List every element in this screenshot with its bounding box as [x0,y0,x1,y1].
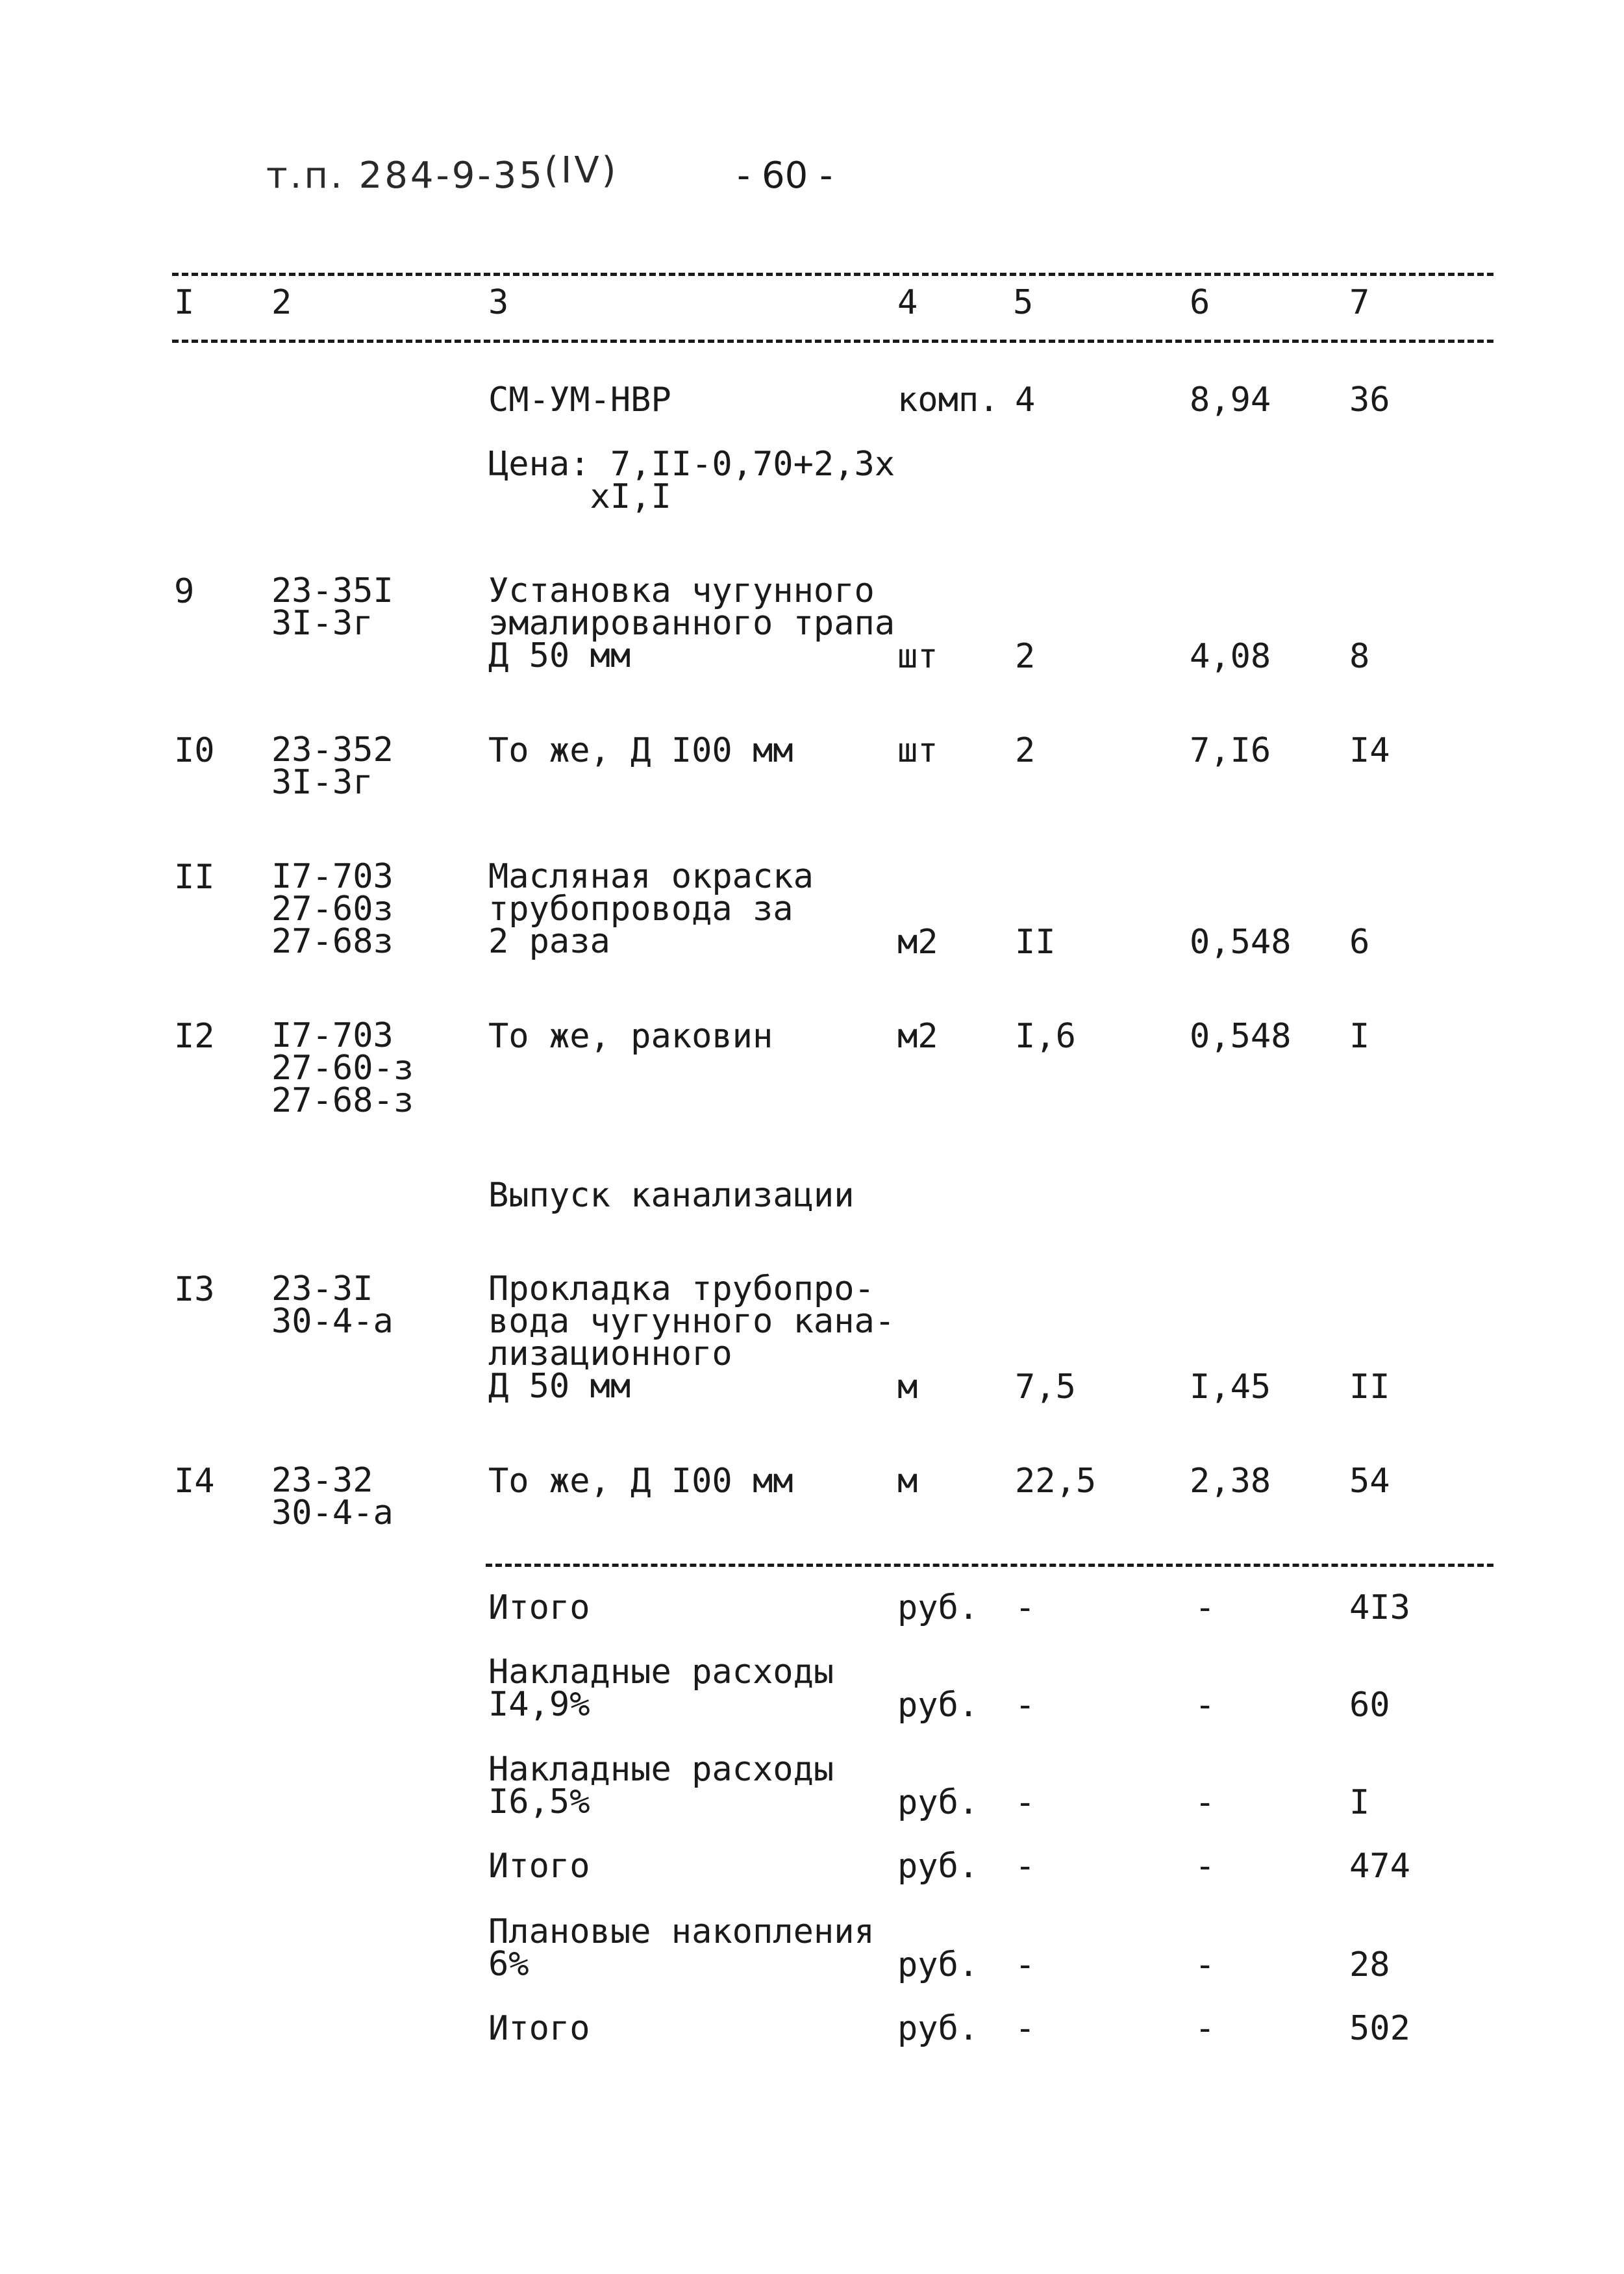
section-heading: Выпуск канализации [488,1176,855,1215]
summary-unit: руб. [897,1945,979,1984]
table-row-num: I0 [174,731,215,770]
summary-qty: - [1015,1686,1036,1725]
summary-qty: - [1015,1588,1036,1627]
summary-unit: руб. [897,1588,979,1627]
summary-desc: Итого [488,1847,590,1886]
summary-price: - [1195,1847,1216,1886]
summary-unit: руб. [897,1783,979,1822]
summary-price: - [1195,1588,1216,1627]
table-row-desc: То же, раковин [488,1017,773,1056]
table-row-total: 6 [1349,923,1370,962]
table-row-price: 8,94 [1190,381,1271,419]
table-row-qty: 4 [1015,381,1036,419]
column-header-6: 6 [1190,283,1210,322]
summary-desc: Плановые накопления 6% [488,1912,875,1984]
table-row-qty: 22,5 [1015,1462,1097,1501]
table-row-code: 23-32 30-4-а [271,1461,394,1532]
summary-desc: Накладные расходы I6,5% [488,1750,834,1821]
table-row-price: I,45 [1190,1368,1271,1406]
header-bottom-rule [172,340,1493,343]
summary-desc: Итого [488,1588,590,1627]
table-row-desc: То же, Д I00 мм [488,731,793,770]
summary-total: 474 [1349,1847,1410,1886]
table-row-code: I7-703 27-60-з 27-68-з [271,1016,414,1120]
summary-total: 28 [1349,1945,1390,1984]
table-row-unit: шт [897,731,938,770]
table-row-qty: 2 [1015,637,1036,676]
table-row-qty: 2 [1015,731,1036,770]
table-row-unit: м [897,1368,918,1406]
table-row-num: 9 [174,572,195,611]
table-row-code: 23-352 3I-3г [271,731,394,802]
table-row-total: II [1349,1368,1390,1406]
table-row-price: 4,08 [1190,637,1271,676]
summary-price: - [1195,1783,1216,1822]
summary-total: 4I3 [1349,1588,1410,1627]
volume-mark: (IV) [544,149,619,192]
table-row-qty: II [1015,923,1056,962]
column-header-3: 3 [488,283,509,322]
table-row-desc: То же, Д I00 мм [488,1462,793,1501]
table-row-desc: СМ-УМ-НВР [488,381,671,419]
summary-total: 502 [1349,2009,1410,2048]
table-row-num: I4 [174,1462,215,1501]
table-row-total: I4 [1349,731,1390,770]
header-top-rule [172,273,1493,276]
summary-unit: руб. [897,2009,979,2048]
table-row-unit: комп. [897,381,999,419]
summary-unit: руб. [897,1847,979,1886]
summary-price: - [1195,1686,1216,1725]
table-row-unit: шт [897,637,938,676]
table-row-unit: м [897,1462,918,1501]
table-row-unit: м2 [897,923,938,962]
table-row-unit: м2 [897,1017,938,1056]
table-row-price: 2,38 [1190,1462,1271,1501]
document-code: т.п. 284-9-35 [266,155,545,197]
table-row-num: I3 [174,1270,215,1309]
summary-price: - [1195,2009,1216,2048]
table-row-total: I [1349,1017,1370,1056]
table-row-code: 23-35I 3I-3г [271,571,394,643]
column-header-5: 5 [1013,283,1034,322]
table-row-price: 0,548 [1190,923,1292,962]
table-row-qty: 7,5 [1015,1368,1076,1406]
table-row-code: 23-3I 30-4-а [271,1269,394,1341]
table-row-num: I2 [174,1017,215,1056]
table-row-desc: Установка чугунного эмалированного трапа Д 50 мм [488,571,895,675]
summary-total: I [1349,1783,1370,1822]
column-header-1: I [174,283,195,322]
table-row-desc: Прокладка трубопро- вода чугунного кана- лизационного Д 50 мм [488,1269,895,1406]
summary-desc: Накладные расходы I4,9% [488,1653,834,1724]
table-row-qty: I,6 [1015,1017,1076,1056]
table-row-total: 54 [1349,1462,1390,1501]
summary-rule [486,1564,1493,1567]
page-number: - 60 - [737,155,833,197]
summary-desc: Итого [488,2009,590,2048]
price-formula: Цена: 7,II-0,70+2,3х хI,I [488,445,895,516]
summary-qty: - [1015,2009,1036,2048]
summary-qty: - [1015,1847,1036,1886]
column-header-2: 2 [271,283,292,322]
table-row-price: 7,I6 [1190,731,1271,770]
table-row-desc: Масляная окраска трубопровода за 2 раза [488,857,814,961]
summary-qty: - [1015,1945,1036,1984]
table-row-code: I7-703 27-60з 27-68з [271,857,394,961]
table-row-price: 0,548 [1190,1017,1292,1056]
column-header-4: 4 [897,283,918,322]
summary-total: 60 [1349,1686,1390,1725]
summary-price: - [1195,1945,1216,1984]
column-header-7: 7 [1349,283,1370,322]
table-row-total: 36 [1349,381,1390,419]
summary-qty: - [1015,1783,1036,1822]
summary-unit: руб. [897,1686,979,1725]
table-row-total: 8 [1349,637,1370,676]
table-row-num: II [174,858,215,897]
